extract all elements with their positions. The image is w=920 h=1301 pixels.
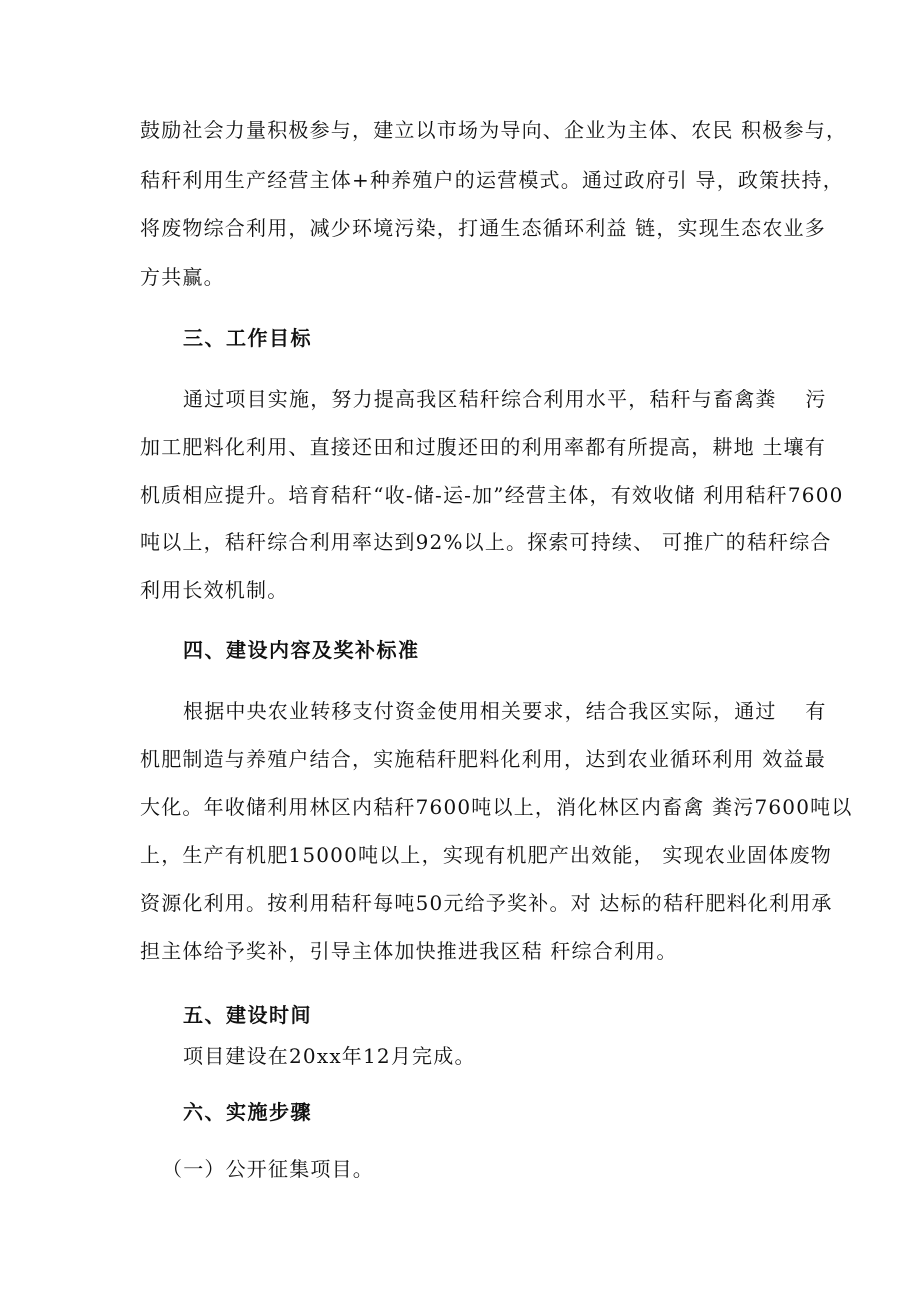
paragraph-line: 利用长效机制。 <box>140 578 289 602</box>
paragraph-line: 方共赢。 <box>140 265 225 289</box>
paragraph-line: 加工肥料化利用、直接还田和过腹还田的利用率都有所提高，耕地 土壤有 <box>140 435 826 459</box>
paragraph-line: 吨以上，秸秆综合利用率达到92%以上。探索可持续、 可推广的秸秆综合 <box>140 530 832 554</box>
section-heading-goals: 三、工作目标 <box>183 326 312 350</box>
paragraph-line: 机肥制造与养殖户结合，实施秸秆肥料化利用，达到农业循环利用 效益最 <box>140 747 826 771</box>
paragraph-line: 根据中央农业转移支付资金使用相关要求，结合我区实际，通过 有 <box>183 699 827 723</box>
section-heading-steps: 六、实施步骤 <box>183 1100 312 1124</box>
paragraph-line: 上，生产有机肥15000吨以上，实现有机肥产出效能， 实现农业固体废物 <box>140 843 832 867</box>
paragraph-line: 担主体给予奖补，引导主体加快推进我区秸 秆综合利用。 <box>140 939 678 963</box>
paragraph-line: 将废物综合利用，减少环境污染，打通生态循环利益 链，实现生态农业多 <box>140 216 826 240</box>
section-heading-time: 五、建设时间 <box>183 1003 312 1027</box>
paragraph-line: 大化。年收储利用林区内秸秆7600吨以上，消化林区内畜禽 粪污7600吨以 <box>140 795 853 819</box>
paragraph-line: 秸秆利用生产经营主体+种养殖户的运营模式。通过政府引 导，政策扶持， <box>140 168 844 192</box>
paragraph-line: 鼓励社会力量积极参与，建立以市场为导向、企业为主体、农民 积极参与， <box>140 118 848 142</box>
section-heading-content: 四、建设内容及奖补标准 <box>183 638 420 662</box>
sub-item: （一）公开征集项目。 <box>162 1157 374 1181</box>
paragraph-line: 机质相应提升。培育秸秆“收-储-运-加”经营主体，有效收储 利用秸秆7600 <box>140 483 844 507</box>
paragraph-line: 资源化利用。按利用秸秆每吨50元给予奖补。对 达标的秸秆肥料化利用承 <box>140 891 833 915</box>
paragraph-line: 项目建设在20xx年12月完成。 <box>183 1044 476 1068</box>
paragraph-line: 通过项目实施，努力提高我区秸秆综合利用水平，秸秆与畜禽粪 污 <box>183 387 827 411</box>
